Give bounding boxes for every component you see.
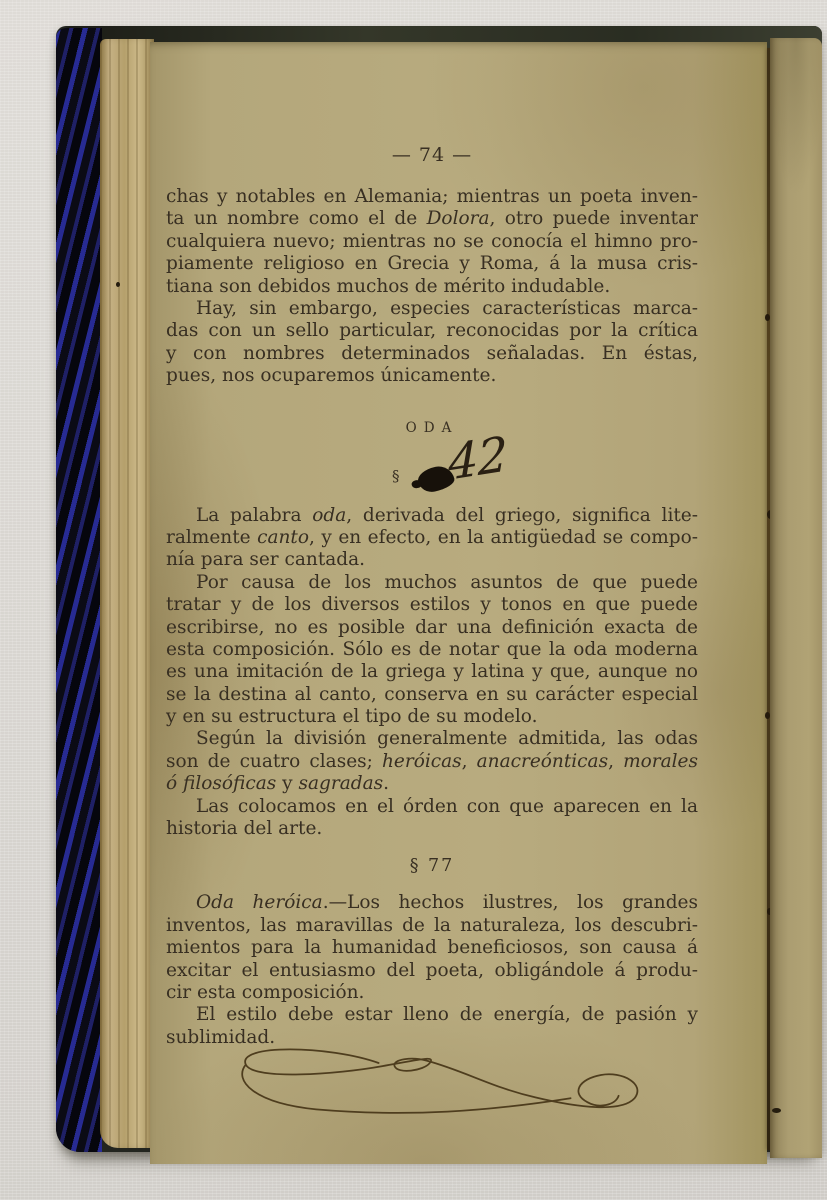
book-cover-edge xyxy=(56,28,102,1152)
text-paragraph: chas y notables en Alemania; mientras un poeta inven- ta un nombre como el de Dolora, otro puede inventar cualquiera nuevo; mientras no se conocía el himno pro- piamente religioso en Grecia y Roma, á la musa cris- tiana son debidos muchos de mérito indudable. xyxy=(166,186,698,297)
text-paragraph: El estilo debe estar lleno de energía, de pasión y sublimidad. xyxy=(166,1004,698,1048)
text-paragraph: Por causa de los muchos asuntos de que puede tratar y de los diversos estilos y tonos en que puede escribirse, no es posible dar una definición exacta de esta composición. Sólo es de notar que la oda moderna es una imitación de la griega y latina y que, aunque no se la destina al canto, conserva en su carácter especial y en su estructura el tipo de su modelo. xyxy=(166,571,698,728)
text-paragraph: Hay, sin embargo, especies características marca- das con un sello particular, reconocidas por la crítica y con nombres determinados señaladas. En éstas, pues, nos ocuparemos únicamente. xyxy=(166,297,698,387)
flourish-path xyxy=(242,1050,637,1114)
oda-heading: ODA xyxy=(405,419,459,436)
text-paragraph: Según la división generalmente admitida, las odas son de cuatro clases; heróicas, anacreónticas, morales ó filosóficas y sagradas. xyxy=(166,728,698,795)
handwritten-number: 42 xyxy=(447,425,508,492)
book-page xyxy=(150,42,767,1164)
book xyxy=(56,26,822,1152)
section-symbol: § xyxy=(392,466,400,485)
section-77-heading: § 77 xyxy=(409,856,455,877)
text-paragraph: La palabra oda, derivada del griego, significa lite- ralmente canto, y en efecto, en la antigüedad se compo- nía para ser cantada. xyxy=(166,504,698,571)
speck xyxy=(772,1108,781,1113)
page-number: — 74 — xyxy=(391,144,473,166)
text-paragraph: Las colocamos en el órden con que aparecen en la historia del arte. xyxy=(166,795,698,840)
page-edge-stack xyxy=(100,39,154,1148)
text-column xyxy=(166,42,698,1127)
speck xyxy=(116,282,120,287)
facing-page xyxy=(770,38,822,1158)
text-paragraph: Oda heróica.—Los hechos ilustres, los grandes inventos, las maravillas de la naturaleza, los descubri- mientos para la humanidad beneficiosos, son causa á excitar el entusiasmo del poeta, obligándole á produ- cir esta composición. xyxy=(166,892,698,1004)
flourish-doodle xyxy=(154,1039,744,1127)
